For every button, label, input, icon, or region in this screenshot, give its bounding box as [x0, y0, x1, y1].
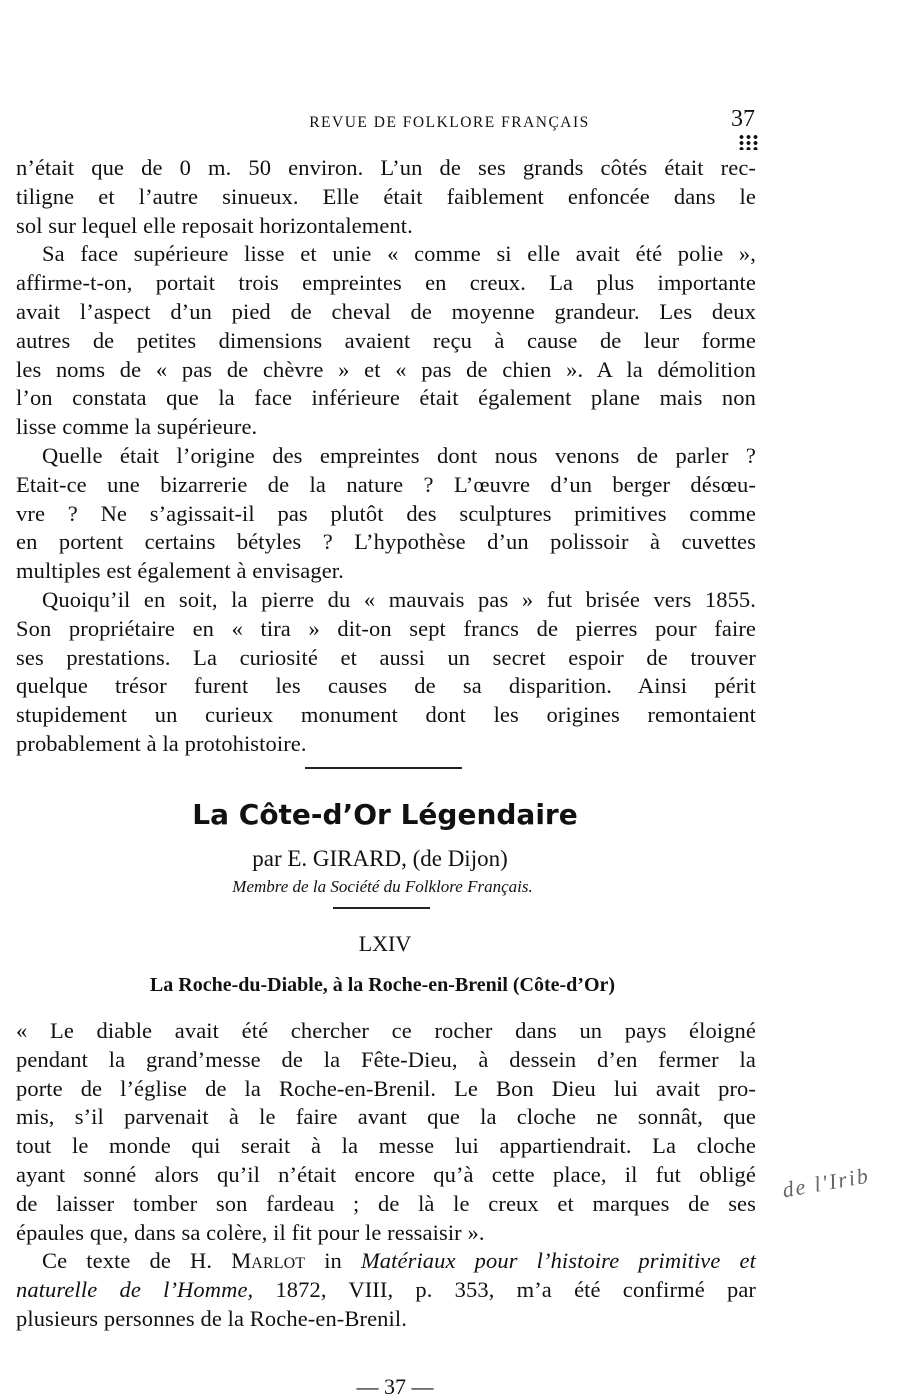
italic-text: naturelle de l’Homme,	[16, 1277, 254, 1303]
text-segment: porte de l’église de la Roche-en-Brenil. Le Bon Dieu lui avait pro-	[16, 1075, 756, 1101]
text-line	[16, 1304, 756, 1333]
text-line	[16, 1102, 756, 1131]
text-line	[16, 297, 756, 326]
text-segment: Sa face supérieure lisse et unie « comme si elle avait été polie »,	[42, 241, 756, 267]
text-segment: n’était que de 0 m. 50 environ. L’un de ses grands côtés était rec-	[16, 155, 756, 180]
text-segment: autres de petites dimensions avaient reçu à cause de leur forme	[16, 327, 756, 353]
text-segment: l’on constata que la face inférieure était également plane mais non	[16, 385, 756, 411]
text-line	[16, 383, 756, 412]
text-line	[16, 1160, 756, 1189]
text-segment: in	[305, 1248, 361, 1274]
text-line	[42, 585, 756, 614]
page-footer: — 37 —	[356, 1374, 434, 1399]
article-title: La Côte-d’Or Légendaire	[192, 798, 578, 831]
text-line	[16, 1189, 756, 1218]
text-line	[16, 1045, 756, 1074]
text-line	[16, 1074, 756, 1103]
text-segment: Quelle était l’origine des empreintes dont nous venons de parler ?	[42, 443, 756, 468]
running-head: REVUE DE FOLKLORE FRANÇAIS	[309, 114, 590, 131]
text-segment: quelque trésor furent les causes de sa disparition. Ainsi périt	[16, 673, 756, 699]
chapter-number: LXIV	[358, 931, 412, 956]
ornament-icon	[738, 134, 758, 150]
text-line	[42, 441, 756, 470]
text-segment: vre ? Ne s’agissait-il pas plutôt des sculptures primitives comme	[16, 500, 756, 526]
text-line	[16, 355, 756, 384]
text-line	[16, 556, 756, 585]
text-segment: tout le monde qui serait à la messe lui appartiendrait. La cloche	[16, 1133, 756, 1159]
text-segment: pendant la grand’messe de la Fête-Dieu, à dessein d’en fermer la	[16, 1046, 756, 1072]
text-segment: les noms de « pas de chèvre » et « pas de chien ». A la démolition	[16, 356, 756, 382]
text-line	[16, 729, 756, 758]
text-line	[16, 153, 756, 182]
text-line	[16, 671, 756, 700]
text-segment: ayant sonné alors qu’il n’était encore qu’à cette place, il fut obligé	[16, 1162, 756, 1187]
text-segment: 1872, VIII, p. 353, m’a été confirmé par	[253, 1277, 756, 1303]
text-segment: mis, s’il parvenait à le faire avant que la cloche ne sonnât, que	[16, 1104, 756, 1130]
text-segment: stupidement un curieux monument dont les origines remontaient	[16, 702, 756, 728]
text-line	[16, 182, 756, 211]
text-segment: Etait-ce une bizarrerie de la nature ? L’œuvre d’un berger désœu-	[16, 471, 756, 497]
text-segment: probablement à la protohistoire.	[16, 731, 307, 756]
text-segment: épaules que, dans sa colère, il fit pour le ressaisir ».	[16, 1219, 485, 1245]
text-line	[16, 700, 756, 729]
text-line	[42, 239, 756, 268]
text-line	[16, 412, 756, 441]
page-number: 37	[731, 106, 755, 132]
section-divider	[305, 767, 462, 769]
text-segment: Ce texte de H.	[42, 1248, 232, 1274]
title-divider	[333, 907, 430, 909]
text-line	[16, 211, 756, 240]
text-segment: affirme-t-on, portait trois empreintes en creux. La plus importante	[16, 270, 756, 296]
text-segment: sol sur lequel elle reposait horizontalement.	[16, 212, 413, 238]
text-segment: lisse comme la supérieure.	[16, 414, 258, 440]
small-caps-text: Marlot	[231, 1248, 306, 1274]
italic-text: Matériaux pour l’histoire primitive et	[360, 1248, 756, 1274]
text-line	[16, 268, 756, 297]
text-segment: avait l’aspect d’un pied de cheval de moyenne grandeur. Les deux	[16, 299, 756, 324]
chapter-subtitle: La Roche-du-Diable, à la Roche-en-Brenil (Côte-d’Or)	[149, 974, 616, 996]
text-line	[16, 614, 756, 643]
text-segment: tiligne et l’autre sinueux. Elle était faiblement enfoncée dans le	[16, 183, 756, 209]
text-segment: Son propriétaire en « tira » dit-on sept francs de pierres pour faire	[16, 615, 756, 641]
text-line	[16, 1218, 756, 1247]
text-line	[16, 1131, 756, 1160]
text-line	[16, 470, 756, 499]
handwritten-margin-note: de l'Irib	[780, 1162, 872, 1203]
text-segment: « Le diable avait été chercher ce rocher dans un pays éloigné	[16, 1018, 756, 1043]
text-segment: multiples est également à envisager.	[16, 558, 344, 584]
text-line	[16, 1016, 756, 1045]
text-line	[16, 326, 756, 355]
text-segment: ses prestations. La curiosité et aussi un secret espoir de trouver	[16, 644, 756, 670]
text-line	[16, 1275, 756, 1304]
author-affiliation: Membre de la Société du Folklore Français.	[232, 877, 533, 896]
text-line	[16, 643, 756, 672]
text-segment: Quoiqu’il en soit, la pierre du « mauvais pas » fut brisée vers 1855.	[42, 587, 756, 612]
text-line	[16, 527, 756, 556]
article-byline: par E. GIRARD, (de Dijon)	[252, 846, 508, 871]
text-line	[16, 499, 756, 528]
text-line	[42, 1246, 756, 1275]
text-segment: en portent certains bétyles ? L’hypothèse d’un polissoir à cuvettes	[16, 529, 756, 555]
text-segment: de laisser tomber son fardeau ; de là le creux et marques de ses	[16, 1190, 756, 1216]
text-segment: plusieurs personnes de la Roche-en-Brenil.	[16, 1306, 407, 1331]
